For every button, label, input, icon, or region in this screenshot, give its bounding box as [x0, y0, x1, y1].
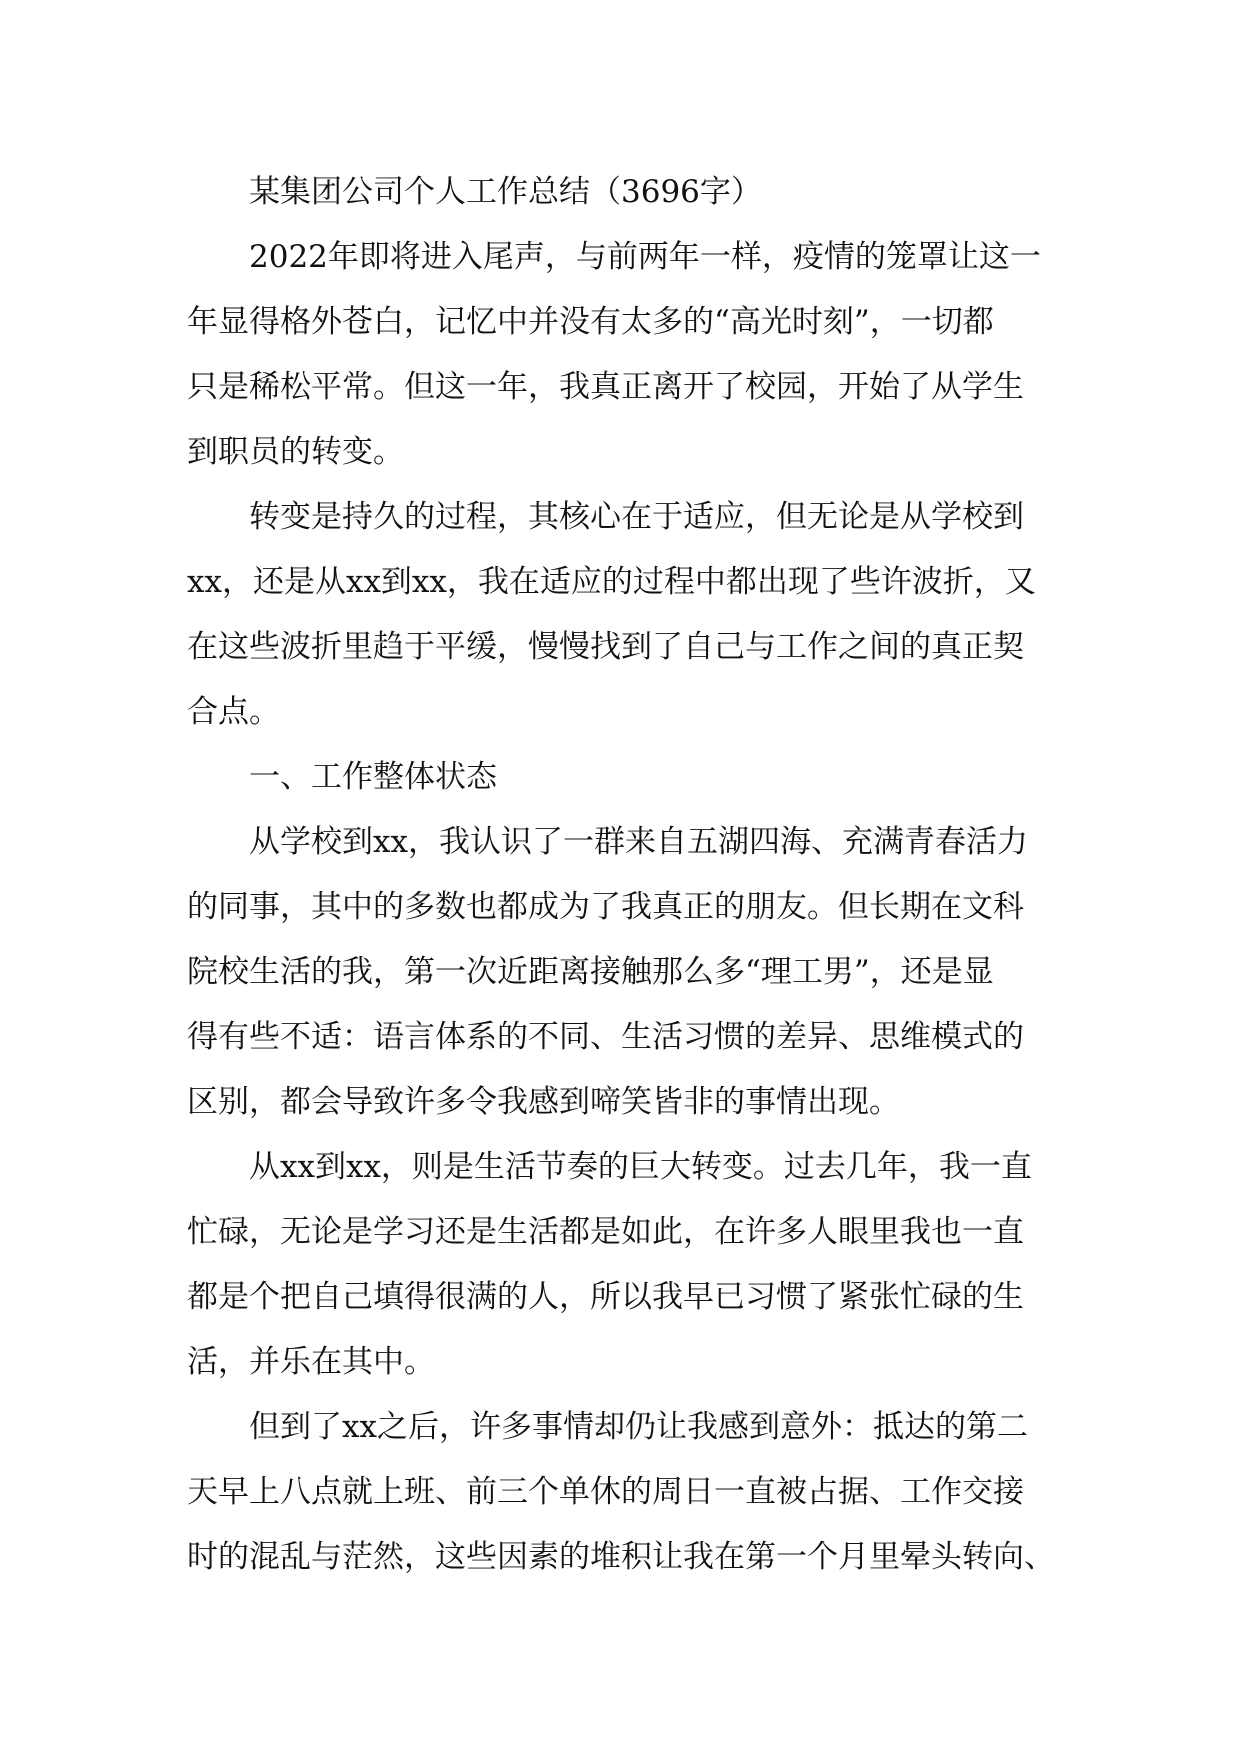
paragraph-line: 得有些不适：语言体系的不同、生活习惯的差异、思维模式的 — [187, 1019, 1024, 1055]
paragraph-1 — [187, 225, 1057, 485]
paragraph-line: 都是个把自己填得很满的人，所以我早已习惯了紧张忙碌的生 — [187, 1279, 1024, 1315]
paragraph-line: 从xx到xx，则是生活节奏的巨大转变。过去几年，我一直 — [249, 1149, 1032, 1185]
section-heading-text: 一、工作整体状态 — [249, 759, 497, 795]
document-body — [187, 160, 1057, 1590]
paragraph-line: 到职员的转变。 — [187, 434, 404, 470]
paragraph-line: 2022年即将进入尾声，与前两年一样，疫情的笼罩让这一 — [249, 239, 1041, 275]
paragraph-line: 年显得格外苍白，记忆中并没有太多的“高光时刻”，一切都 — [187, 304, 994, 340]
paragraph-line: 从学校到xx，我认识了一群来自五湖四海、充满青春活力 — [249, 824, 1028, 860]
paragraph-line: 只是稀松平常。但这一年，我真正离开了校园，开始了从学生 — [187, 369, 1024, 405]
document-title: 某集团公司个人工作总结（3696字） — [249, 174, 762, 210]
paragraph-line: 但到了xx之后，许多事情却仍让我感到意外：抵达的第二 — [249, 1409, 1028, 1445]
paragraph-line: 区别，都会导致许多令我感到啼笑皆非的事情出现。 — [187, 1084, 900, 1120]
paragraph-4 — [187, 1135, 1057, 1395]
paragraph-line: 时的混乱与茫然，这些因素的堆积让我在第一个月里晕头转向、 — [187, 1539, 1055, 1575]
paragraph-line: 活，并乐在其中。 — [187, 1344, 435, 1380]
paragraph-line: 忙碌，无论是学习还是生活都是如此，在许多人眼里我也一直 — [187, 1214, 1024, 1250]
paragraph-3 — [187, 810, 1057, 1135]
paragraph-line: xx，还是从xx到xx，我在适应的过程中都出现了些许波折，又 — [187, 564, 1036, 600]
paragraph-2 — [187, 485, 1057, 745]
paragraph-line: 院校生活的我，第一次近距离接触那么多“理工男”，还是显 — [187, 954, 994, 990]
paragraph-5 — [187, 1395, 1057, 1590]
section-heading — [187, 745, 1057, 810]
paragraph-line: 天早上八点就上班、前三个单休的周日一直被占据、工作交接 — [187, 1474, 1024, 1510]
paragraph-line: 在这些波折里趋于平缓，慢慢找到了自己与工作之间的真正契 — [187, 629, 1024, 665]
paragraph-line: 合点。 — [187, 694, 280, 730]
paragraph-line: 的同事，其中的多数也都成为了我真正的朋友。但长期在文科 — [187, 889, 1024, 925]
paragraph-line: 转变是持久的过程，其核心在于适应，但无论是从学校到 — [249, 499, 1024, 535]
